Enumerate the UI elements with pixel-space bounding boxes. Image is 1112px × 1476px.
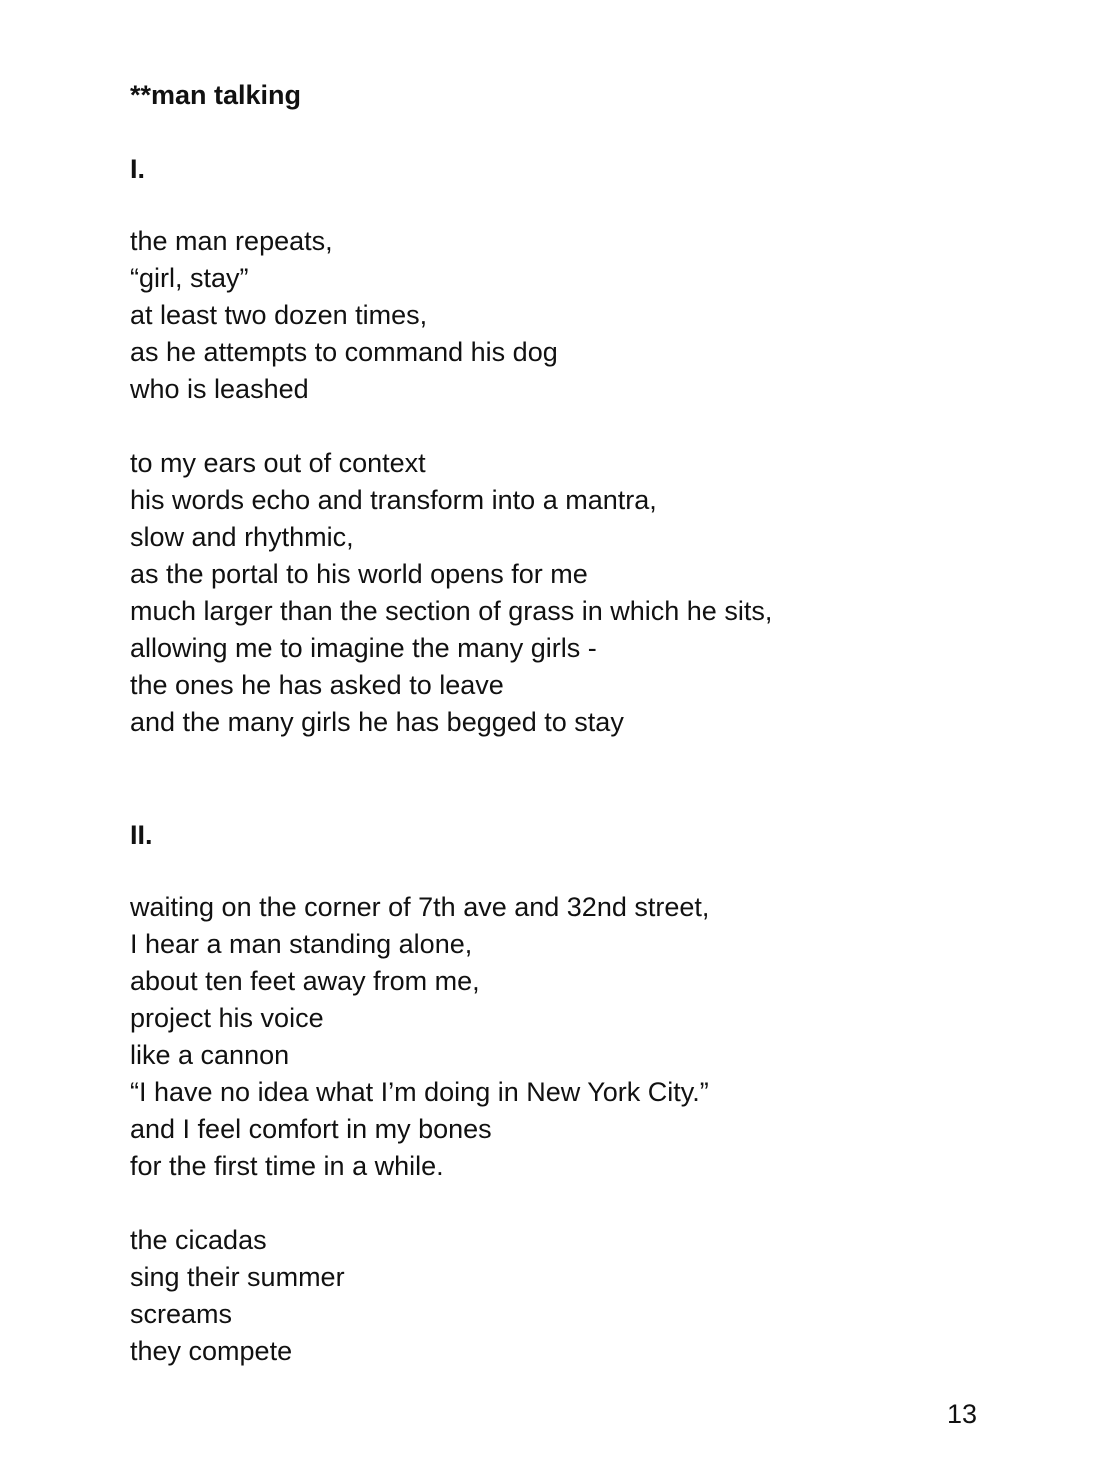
poem-line: like a cannon <box>130 1040 290 1070</box>
poem-line: “I have no idea what I’m doing in New York City.” <box>130 1077 709 1107</box>
poem-line: the man repeats, <box>130 226 333 256</box>
section-heading-1: I. <box>130 154 146 184</box>
poem-line: waiting on the corner of 7th ave and 32nd street, <box>130 892 710 922</box>
stanza-2 <box>130 445 772 741</box>
poem-line: to my ears out of context <box>130 448 426 478</box>
poem-title: **man talking <box>130 80 302 110</box>
poem-line: at least two dozen times, <box>130 300 428 330</box>
poem-line: screams <box>130 1299 233 1329</box>
poem-line: much larger than the section of grass in which he sits, <box>130 596 773 626</box>
stanza-1 <box>130 223 558 408</box>
poem-line: his words echo and transform into a mantra, <box>130 485 657 515</box>
poem-line: the ones he has asked to leave <box>130 670 504 700</box>
poem-line: and I feel comfort in my bones <box>130 1114 492 1144</box>
poem-line: they compete <box>130 1336 293 1366</box>
poem-line: the cicadas <box>130 1225 267 1255</box>
poem-line: sing their summer <box>130 1262 345 1292</box>
section-heading-2: II. <box>130 820 153 850</box>
page-number: 13 <box>947 1399 978 1429</box>
poem-line: allowing me to imagine the many girls - <box>130 633 597 663</box>
poem-line: as the portal to his world opens for me <box>130 559 588 589</box>
poem-line: who is leashed <box>130 374 309 404</box>
poem-line: for the first time in a while. <box>130 1151 444 1181</box>
poem-line: “girl, stay” <box>130 263 249 293</box>
stanza-3 <box>130 889 709 1185</box>
poem-line: and the many girls he has begged to stay <box>130 707 624 737</box>
poem-line: as he attempts to command his dog <box>130 337 558 367</box>
poem-line: about ten feet away from me, <box>130 966 480 996</box>
stanza-4 <box>130 1222 345 1370</box>
poem-line: slow and rhythmic, <box>130 522 354 552</box>
poem-line: I hear a man standing alone, <box>130 929 473 959</box>
poem-line: project his voice <box>130 1003 324 1033</box>
